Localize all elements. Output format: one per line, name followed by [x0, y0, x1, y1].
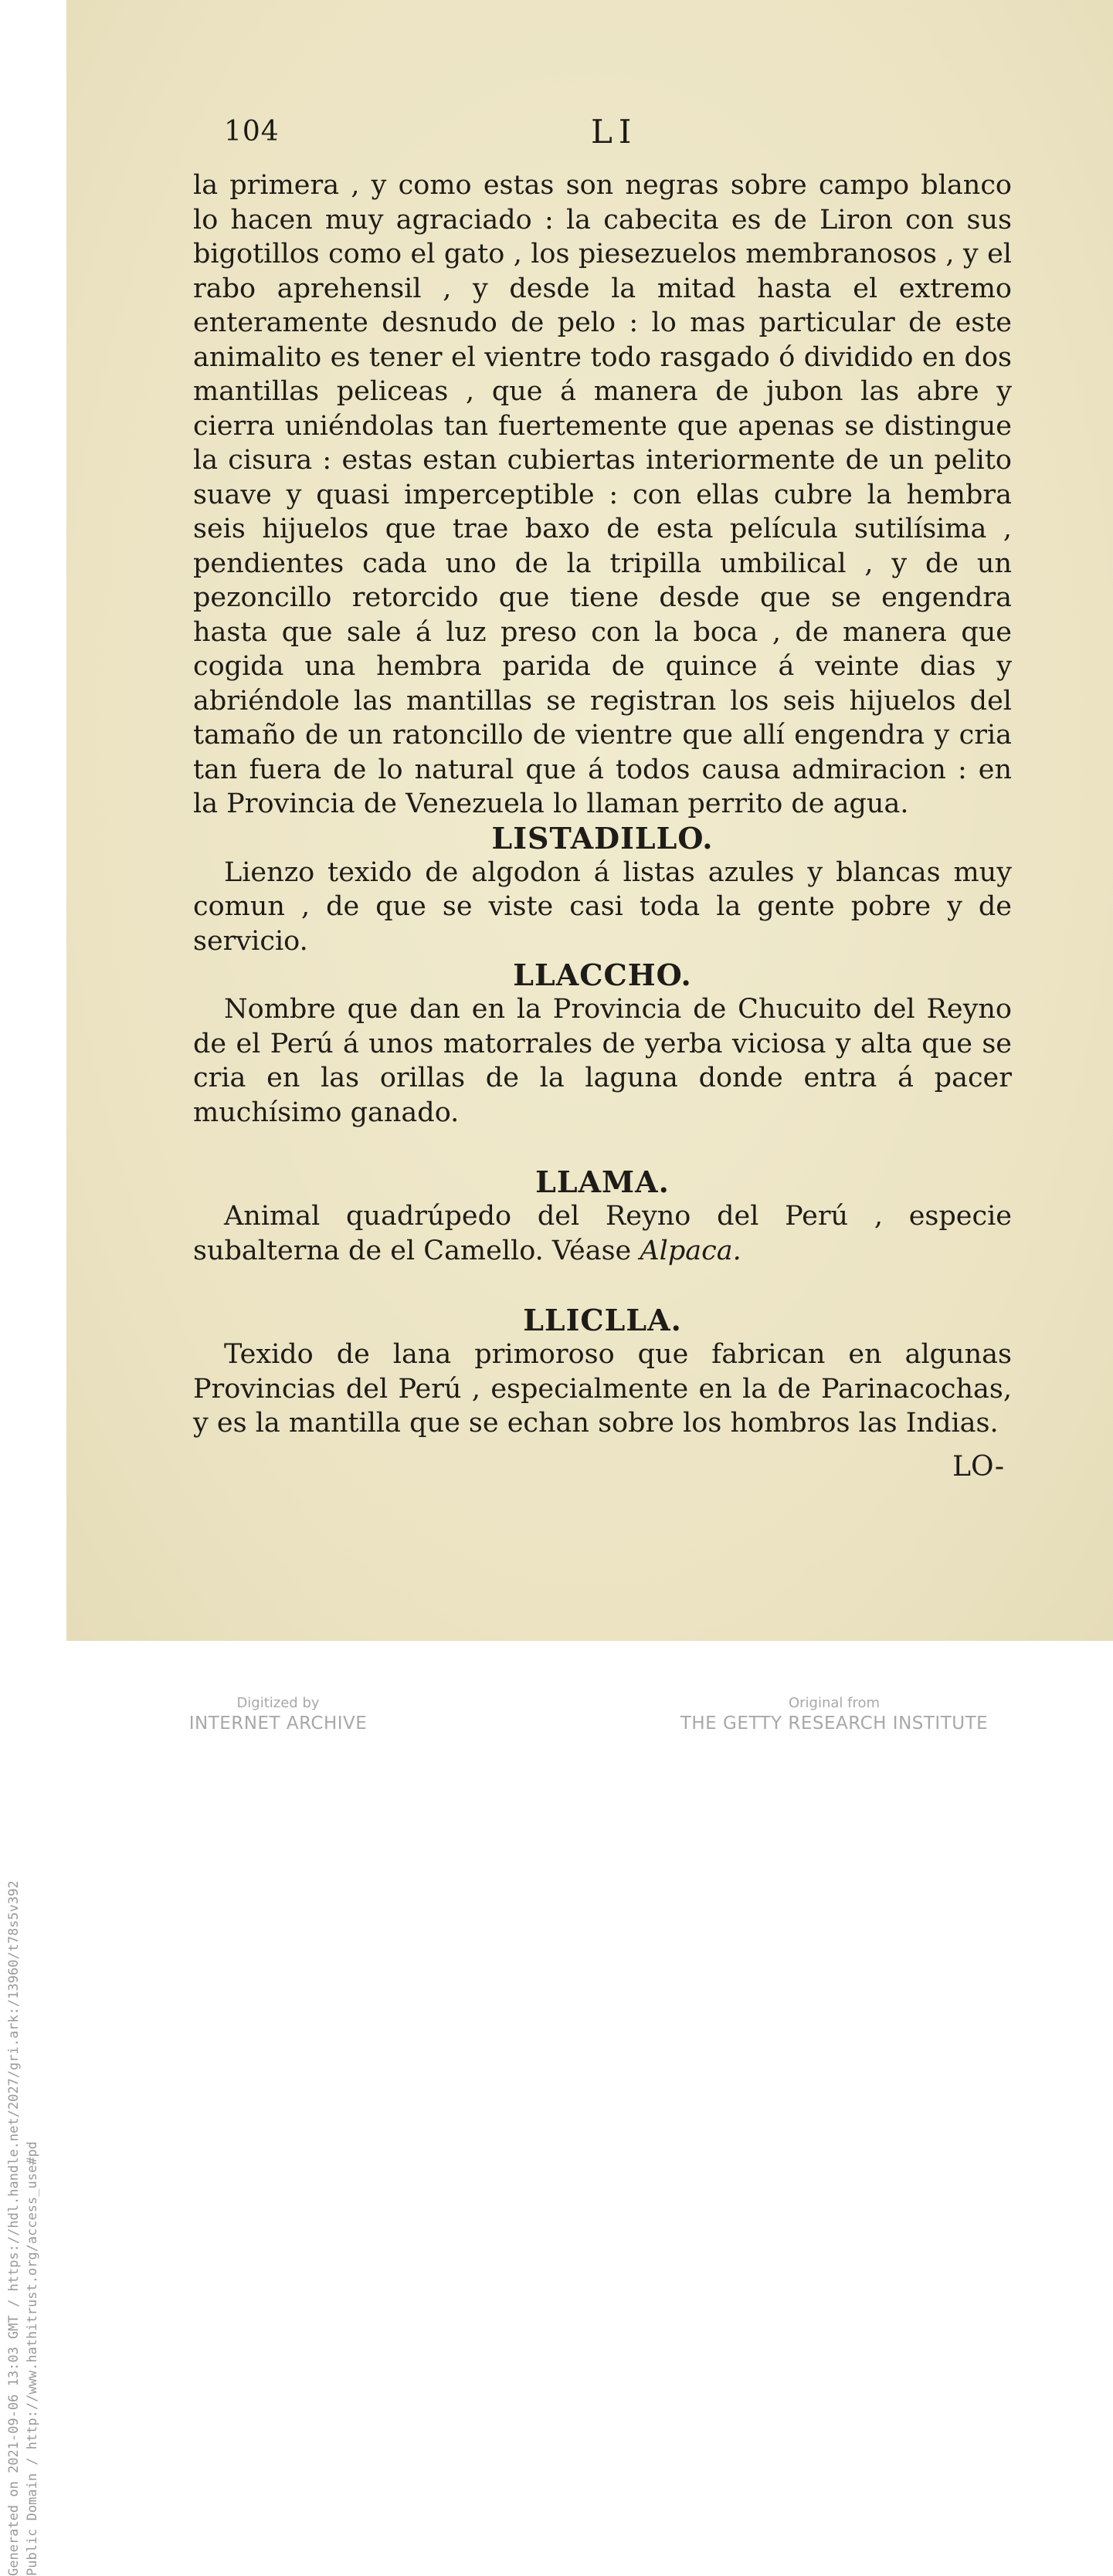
- page-header: [224, 113, 1004, 154]
- entry-text-lliclla: Texido de lana primoroso que fabrican en algunas Provincias del Perú , especialmente en la de Parinacochas, y es la mantilla que se echan sobre los hombros las Indias.: [193, 1339, 1012, 1439]
- entry-text-llaccho: Nombre que dan en la Provincia de Chucuito del Reyno de el Perú á unos matorrales de yerba viciosa y alta que se cria en las orillas de la laguna donde entra á pacer muchísimo ganado.: [193, 994, 1012, 1128]
- entry-title-listadillo: LISTADILLO.: [491, 820, 714, 856]
- footer-digitized-by: [178, 1695, 378, 1741]
- continued-paragraph: la primera , y como estas son negras sobre campo blanco lo hacen muy agraciado : la cabecita es de Liron con sus bigotillos como el gato , los piesezuelos membranosos , y el rabo aprehensil , y desde la mitad hasta el extremo enteramente desnudo de pelo : lo mas particular de este animalito es tener el vientre todo rasgado ó dividido en dos mantillas peliceas , que á manera de jubon las abre y cierra uniéndolas tan fuertemente que apenas se distingue la cisura : estas estan cubiertas interiormente de un pelito suave y quasi imperceptible : con ellas cubre la hembra seis hijuelos que trae baxo de esta película sutilísima , pendientes cada uno de la tripilla umbilical , y de un pezoncillo retorcido que tiene desde que se engendra hasta que sale á luz preso con la boca , de manera que cogida una hembra parida de quince á veinte dias y abriéndole las mantillas se registran los seis hijuelos del tamaño de un ratoncillo de vientre que allí engendra y cria tan fuera de lo natural que á todos causa admiracion : en la Provincia de Venezuela lo llaman perrito de agua.: [193, 170, 1012, 819]
- generation-note-line-1: Generated on 2021-09-06 13:03 GMT / https://hdl.handle.net/2027/gri.ark:/13960/t78s5v392: [6, 1880, 22, 2576]
- generation-note-line-2: Public Domain / http://www.hathitrust.org/access_use#pd: [25, 2141, 40, 2576]
- footer-original-from: [672, 1695, 996, 1741]
- cross-reference: Alpaca.: [640, 1235, 741, 1266]
- entry-text-llama: Animal quadrúpedo del Reyno del Perú , especie subalterna de el Camello. Véase Alpaca.: [193, 1201, 1012, 1266]
- entry-title-llaccho: LLACCHO.: [513, 958, 692, 992]
- footer-right-caption: Original from: [788, 1695, 881, 1711]
- catchword: LO-: [952, 1450, 1004, 1483]
- running-head: LI: [591, 113, 638, 151]
- page-number: 104: [224, 116, 280, 147]
- footer-right-org: THE GETTY RESEARCH INSTITUTE: [680, 1713, 989, 1734]
- entry-title-llama: LLAMA.: [535, 1164, 670, 1199]
- page-body: [193, 168, 1012, 1484]
- footer-left-org: INTERNET ARCHIVE: [188, 1713, 368, 1734]
- footer-left-caption: Digitized by: [236, 1695, 320, 1711]
- generation-note: [2, 849, 56, 2576]
- entry-text-listadillo: Lienzo texido de algodon á listas azules y blancas muy comun , de que se viste casi toda la gente pobre y de servicio.: [193, 856, 1012, 957]
- entry-title-lliclla: LLICLLA.: [523, 1303, 682, 1337]
